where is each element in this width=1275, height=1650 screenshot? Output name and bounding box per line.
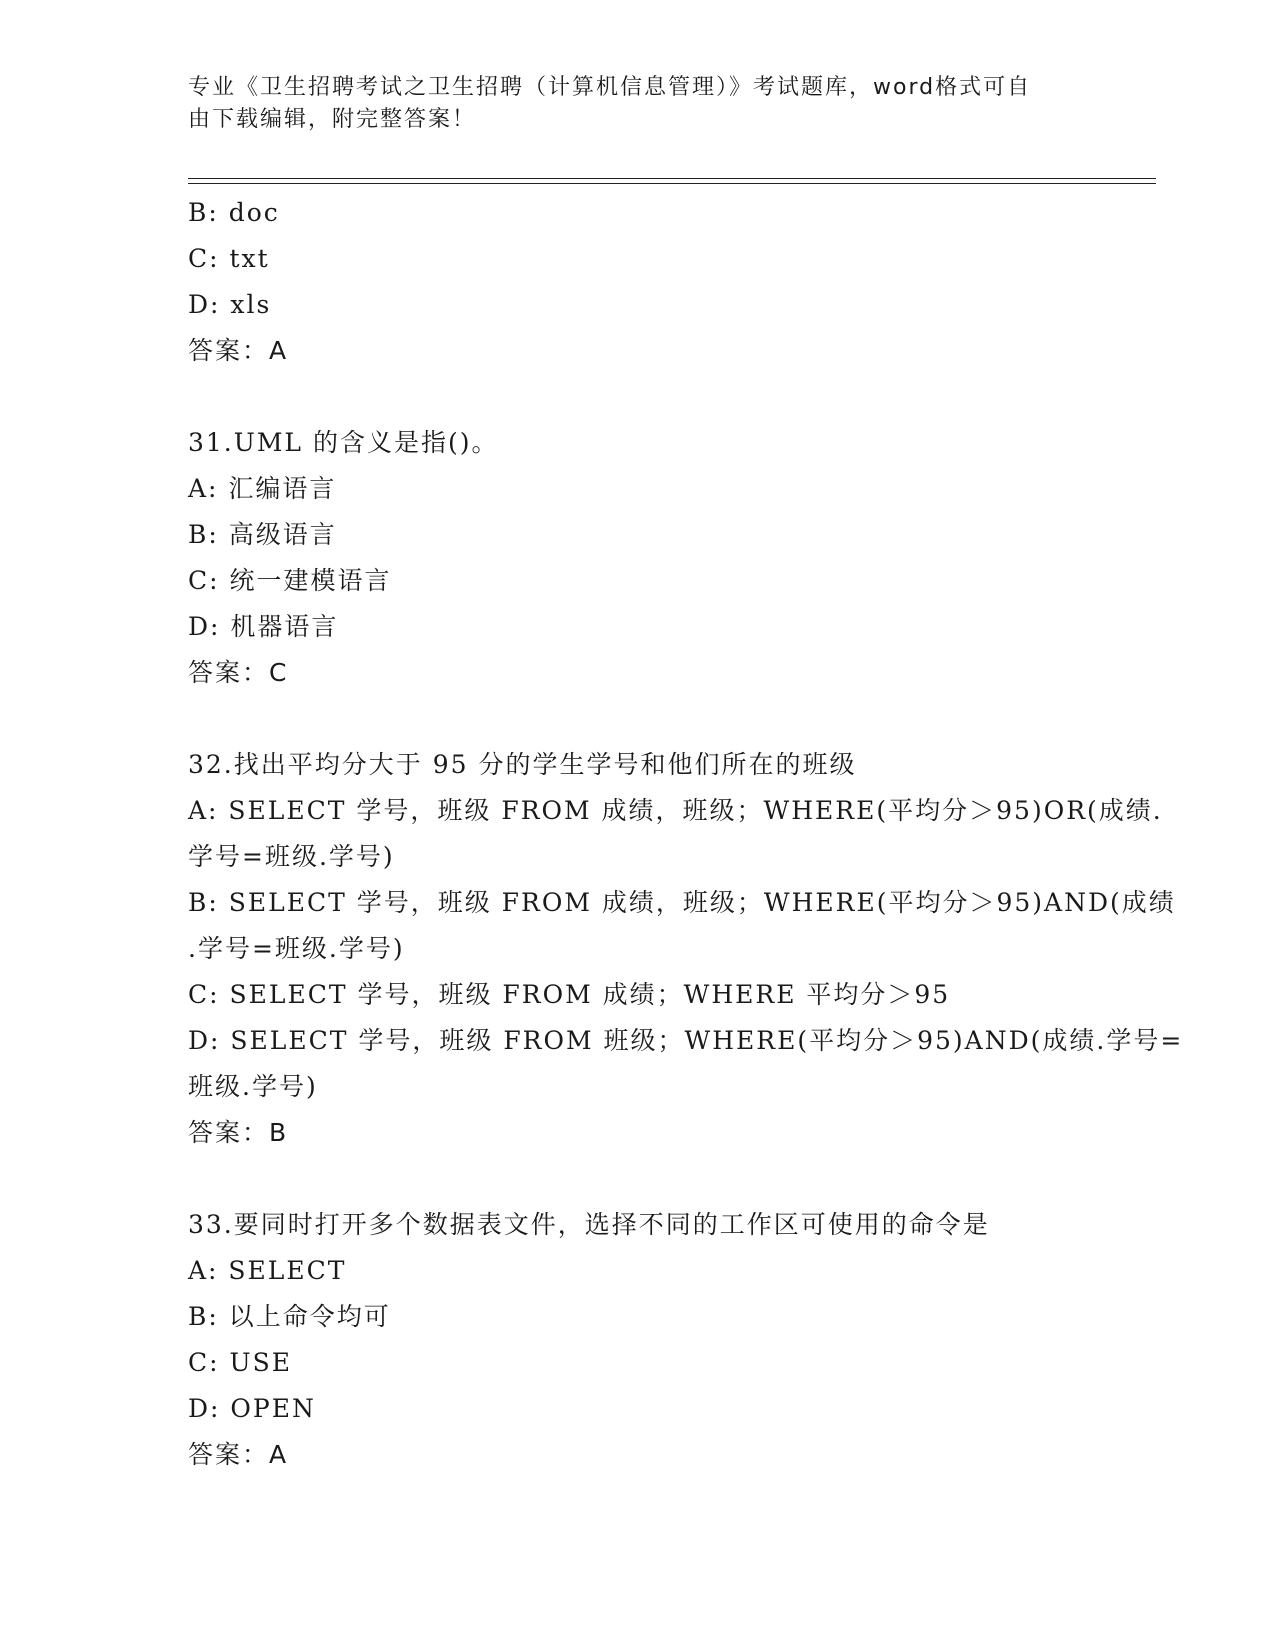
answer-line: 答案：A <box>188 1440 289 1469</box>
answer-line: 答案：A <box>188 336 289 365</box>
option-c: C: 统一建模语言 <box>188 566 392 595</box>
option-c: C: txt <box>188 244 270 273</box>
document-header <box>188 72 1088 136</box>
option-b: B: 高级语言 <box>188 520 337 549</box>
option-a: A: SELECT <box>188 1256 347 1285</box>
answer-line: 答案：B <box>188 1118 289 1147</box>
header-divider-top <box>188 178 1156 179</box>
question-30-continued <box>188 190 1088 374</box>
option-b: B: doc <box>188 198 280 227</box>
question-text: 31.UML 的含义是指()。 <box>188 428 499 457</box>
header-line-1: 专业《卫生招聘考试之卫生招聘（计算机信息管理）》考试题库，word格式可自 <box>188 75 1032 100</box>
question-33 <box>188 1202 1088 1478</box>
option-b-continued: .学号=班级.学号) <box>188 934 405 963</box>
answer-line: 答案：C <box>188 658 289 687</box>
option-c: C: USE <box>188 1348 292 1377</box>
option-c: C: SELECT 学号，班级 FROM 成绩；WHERE 平均分＞95 <box>188 980 951 1009</box>
option-a-continued: 学号=班级.学号) <box>188 842 395 871</box>
question-text: 33.要同时打开多个数据表文件，选择不同的工作区可使用的命令是 <box>188 1210 990 1239</box>
spacer <box>188 1156 1088 1202</box>
option-d: D: 机器语言 <box>188 612 339 641</box>
spacer <box>188 374 1088 420</box>
option-d: D: xls <box>188 290 272 319</box>
option-b: B: SELECT 学号，班级 FROM 成绩，班级；WHERE(平均分＞95)AND(成绩 <box>188 888 1176 917</box>
option-d: D: OPEN <box>188 1394 316 1423</box>
spacer <box>188 696 1088 742</box>
option-d-continued: 班级.学号) <box>188 1072 318 1101</box>
option-b: B: 以上命令均可 <box>188 1302 391 1331</box>
document-body <box>188 190 1184 1478</box>
question-32 <box>188 742 1184 1156</box>
option-d: D: SELECT 学号，班级 FROM 班级；WHERE(平均分＞95)AND(成绩.学号= <box>188 1026 1184 1055</box>
header-line-2: 由下载编辑，附完整答案！ <box>188 107 477 132</box>
option-a: A: SELECT 学号，班级 FROM 成绩，班级；WHERE(平均分＞95)OR(成绩. <box>188 796 1163 825</box>
option-a: A: 汇编语言 <box>188 474 337 503</box>
header-divider-bottom <box>188 183 1156 184</box>
question-text: 32.找出平均分大于 95 分的学生学号和他们所在的班级 <box>188 750 857 779</box>
question-31 <box>188 420 1088 696</box>
